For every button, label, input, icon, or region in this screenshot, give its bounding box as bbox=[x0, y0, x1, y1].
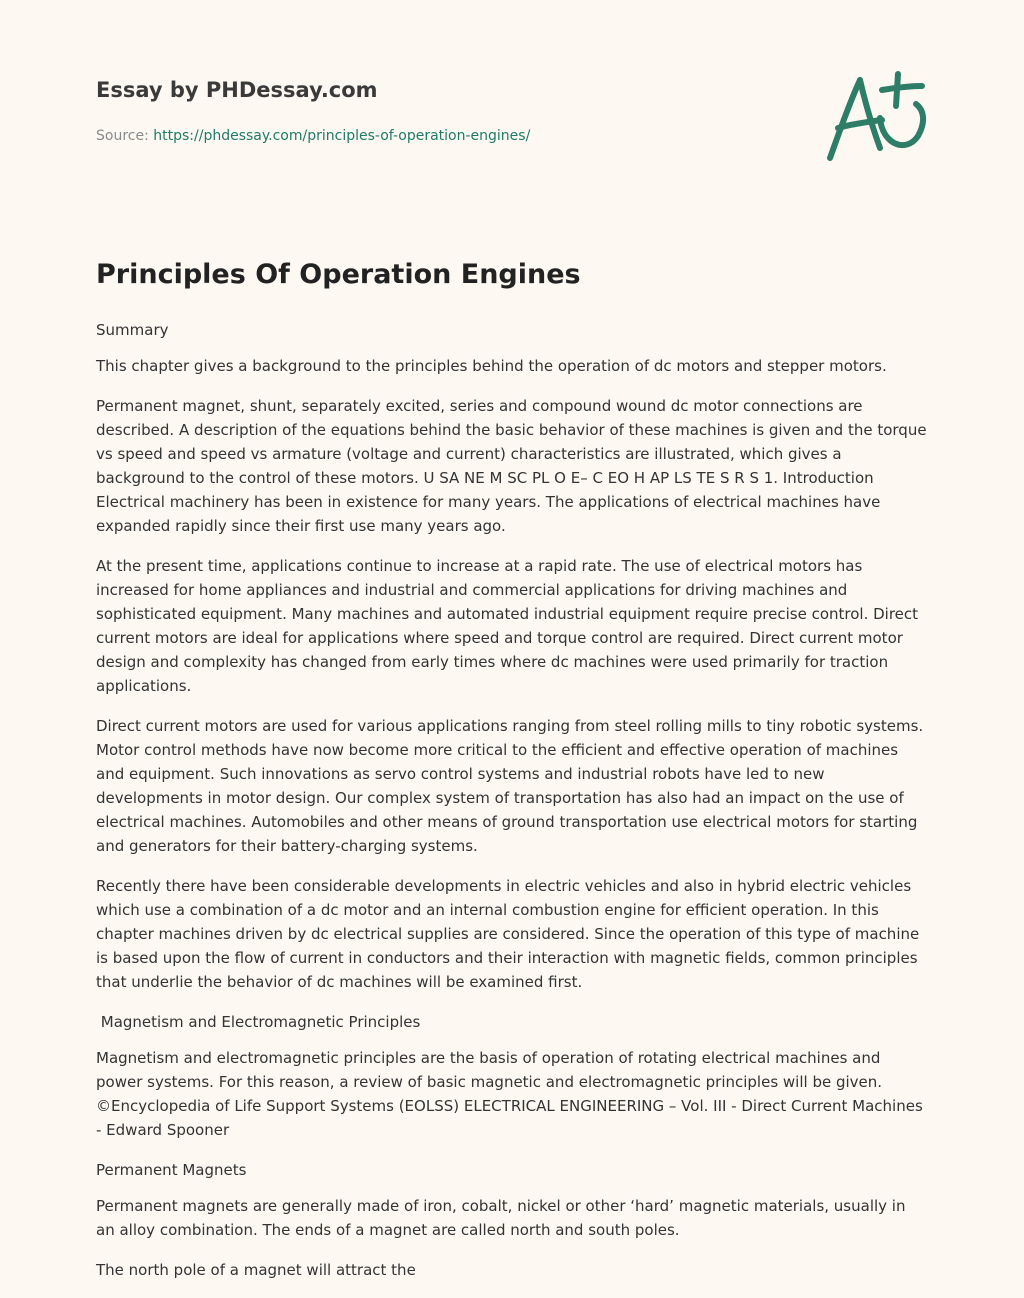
section-heading-summary: Summary bbox=[96, 321, 169, 339]
paragraph: The north pole of a magnet will attract the bbox=[96, 1261, 416, 1279]
a-plus-logo-icon bbox=[820, 66, 930, 166]
source-label: Source: bbox=[96, 128, 154, 144]
site-brand: Essay by PHDessay.com bbox=[96, 78, 378, 102]
paragraph: Recently there have been considerable developments in electric vehicles and also in hybrid electric vehicles which use a combination of a dc motor and an internal combustion engine for efficient operation. In this chapter machines driven by dc electrical supplies are considered. Since the operation of this type of machine is based upon the flow of current in conductors and their interaction with magnetic fields, common principles that underlie the behavior of dc machines will be examined first. bbox=[96, 877, 920, 991]
paragraph: Permanent magnet, shunt, separately excited, series and compound wound dc motor connections are described. A description of the equations behind the basic behavior of these machines is given and the torque vs speed and speed vs armature (voltage and current) characteristics are illustrated, which gives a background to the control of these motors. U SA NE M SC PL O E– C EO H AP LS TE S R S 1. Introduction Electrical machinery has been in existence for many years. The applications of electrical machines have expanded rapidly since their first use many years ago. bbox=[96, 397, 927, 535]
paragraph: Magnetism and electromagnetic principles are the basis of operation of rotating electrical machines and power systems. For this reason, a review of basic magnetic and electromagnetic principles will be given. ©Encyclopedia of Life Support Systems (EOLSS) ELECTRICAL ENGINEERING – Vol. III - Direct Current Machines - Edward Spooner bbox=[96, 1049, 923, 1139]
paragraph: Permanent magnets are generally made of iron, cobalt, nickel or other ‘hard’ magnetic materials, usually in an alloy combination. The ends of a magnet are called north and south poles. bbox=[96, 1197, 906, 1239]
source-line bbox=[96, 126, 796, 146]
article-title: Principles Of Operation Engines bbox=[96, 259, 581, 290]
paragraph: At the present time, applications continue to increase at a rapid rate. The use of electrical motors has increased for home appliances and industrial and commercial applications for driving machines and sophisticated equipment. Many machines and automated industrial equipment require precise control. Direct current motors are ideal for applications where speed and torque control are required. Direct current motor design and complexity has changed from early times where dc machines were used primarily for traction applications. bbox=[96, 557, 919, 695]
paragraph: This chapter gives a background to the principles behind the operation of dc motors and stepper motors. bbox=[96, 357, 887, 375]
source-link[interactable]: https://phdessay.com/principles-of-operation-engines/ bbox=[153, 128, 531, 144]
paragraph: Direct current motors are used for various applications ranging from steel rolling mills to tiny robotic systems. Motor control methods have now become more critical to the efficient and effective operation of machines and equipment. Such innovations as servo control systems and industrial robots have led to new developments in motor design. Our complex system of transportation has also had an impact on the use of electrical machines. Automobiles and other means of ground transportation use electrical motors for starting and generators for their battery-charging systems. bbox=[96, 717, 924, 855]
article-body bbox=[96, 256, 928, 1298]
essay-header bbox=[96, 76, 796, 146]
section-heading-magnetism: Magnetism and Electromagnetic Principles bbox=[96, 1013, 421, 1031]
section-heading-permanent-magnets: Permanent Magnets bbox=[96, 1161, 247, 1179]
